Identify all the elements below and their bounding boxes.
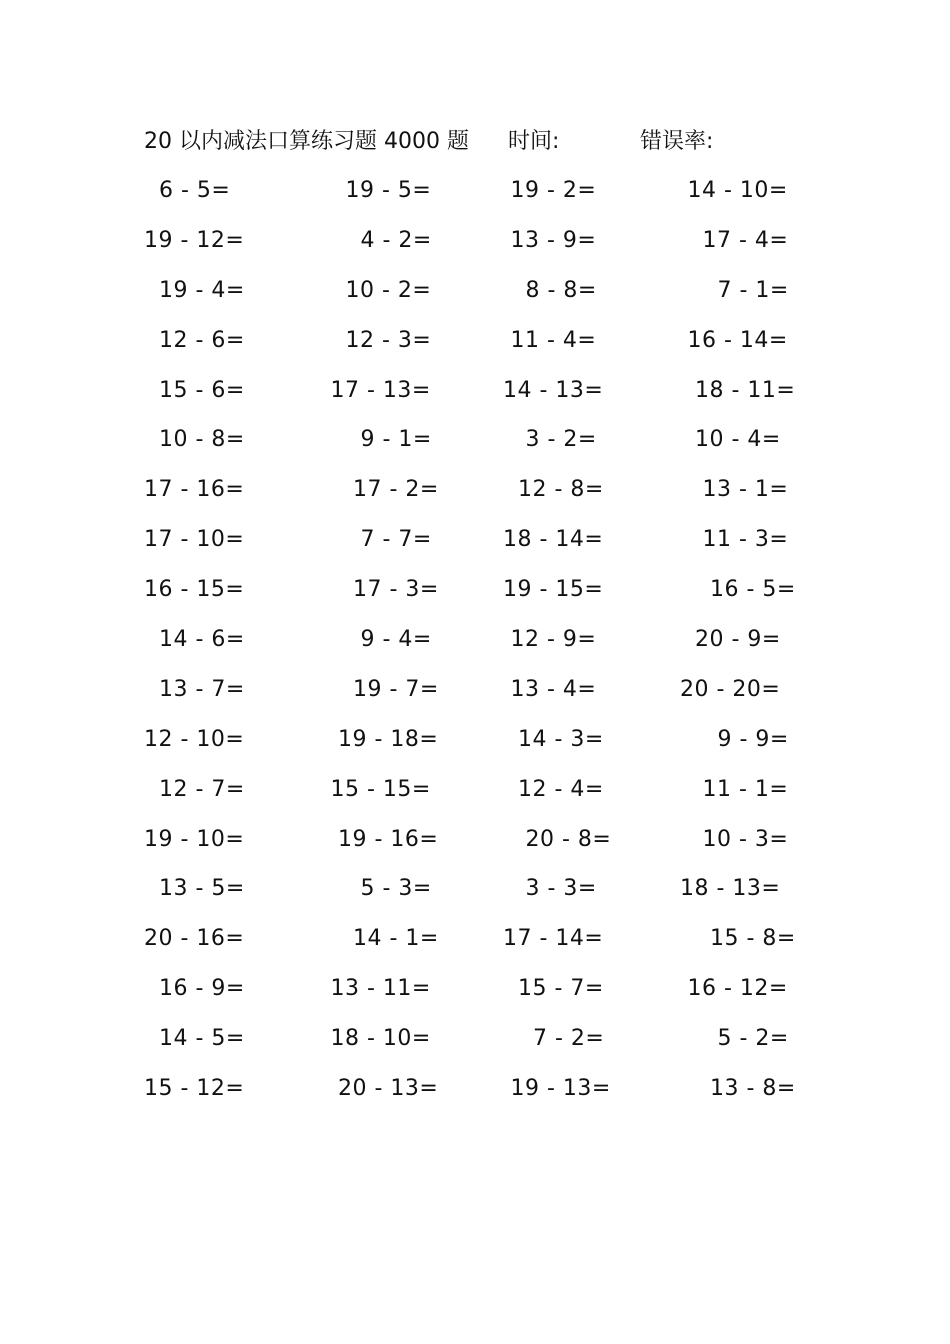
problem-cell: 18 - 10= (323, 1026, 431, 1052)
problem-cell: 12 - 8= (503, 477, 604, 503)
problem-cell: 18 - 13= (680, 876, 781, 902)
problem-cell: 14 - 10= (680, 178, 788, 203)
problem-cell: 17 - 4= (680, 227, 789, 253)
problem-cell: 3 - 2= (503, 427, 597, 453)
problem-cell: 20 - 20= (680, 676, 781, 702)
problem-cell: 14 - 1= (323, 926, 439, 952)
problem-cell: 18 - 11= (680, 377, 796, 403)
problem-cell: 11 - 1= (680, 776, 789, 802)
problem-cell: 19 - 4= (144, 277, 245, 303)
problem-cell: 13 - 8= (680, 1076, 796, 1102)
problem-row (0, 519, 950, 569)
problem-cell: 19 - 2= (503, 178, 597, 203)
problem-row (0, 819, 950, 869)
problem-cell: 18 - 14= (503, 527, 604, 553)
problem-cell: 16 - 5= (680, 577, 796, 603)
problem-cell: 6 - 5= (144, 178, 231, 203)
problem-row (0, 270, 950, 320)
problem-cell: 13 - 9= (503, 227, 597, 253)
problem-cell: 14 - 3= (503, 726, 604, 752)
problem-row (0, 918, 950, 968)
problem-cell: 10 - 8= (144, 427, 245, 453)
problem-cell: 3 - 3= (503, 876, 597, 902)
problem-cell: 12 - 3= (323, 327, 432, 353)
problem-row (0, 719, 950, 769)
problem-cell: 10 - 2= (323, 277, 432, 303)
problem-cell: 7 - 1= (680, 277, 789, 303)
problem-cell: 17 - 3= (323, 577, 439, 603)
problem-cell: 20 - 8= (503, 826, 612, 852)
problem-row (0, 469, 950, 519)
problem-cell: 5 - 3= (323, 876, 432, 902)
problem-row (0, 1018, 950, 1068)
problem-cell: 13 - 4= (503, 676, 597, 702)
problem-row (0, 669, 950, 719)
problem-row (0, 220, 950, 270)
problem-row (0, 968, 950, 1018)
problem-row (0, 1068, 950, 1118)
problem-cell: 16 - 15= (144, 577, 245, 603)
worksheet-title: 20 以内减法口算练习题 4000 题 (144, 129, 469, 154)
problem-cell: 16 - 12= (680, 976, 788, 1002)
problem-row (0, 170, 950, 220)
problem-row (0, 370, 950, 420)
worksheet-header (0, 124, 950, 160)
problem-cell: 17 - 10= (144, 527, 245, 553)
problem-cell: 5 - 2= (680, 1026, 789, 1052)
problem-cell: 12 - 7= (144, 776, 245, 802)
problem-cell: 19 - 10= (144, 826, 245, 852)
problem-cell: 13 - 7= (144, 676, 245, 702)
problem-cell: 19 - 16= (323, 826, 439, 852)
problem-cell: 11 - 3= (680, 527, 789, 553)
time-label: 时间: (508, 129, 560, 154)
problem-cell: 10 - 3= (680, 826, 789, 852)
problem-cell: 20 - 16= (144, 926, 245, 952)
problem-cell: 4 - 2= (323, 227, 432, 253)
problem-cell: 19 - 13= (503, 1076, 611, 1102)
problem-cell: 10 - 4= (680, 427, 781, 453)
problem-row (0, 769, 950, 819)
problem-cell: 7 - 2= (503, 1026, 605, 1052)
problem-cell: 8 - 8= (503, 277, 597, 303)
problem-cell: 19 - 15= (503, 577, 604, 603)
problem-row (0, 569, 950, 619)
problem-row (0, 619, 950, 669)
problem-cell: 16 - 9= (144, 976, 245, 1002)
problem-cell: 15 - 7= (503, 976, 604, 1002)
problem-cell: 17 - 14= (503, 926, 604, 952)
problem-cell: 15 - 15= (323, 776, 431, 802)
problem-cell: 17 - 16= (144, 477, 245, 503)
problem-cell: 13 - 5= (144, 876, 245, 902)
problem-grid (0, 170, 950, 1118)
problem-cell: 20 - 13= (323, 1076, 439, 1102)
problem-cell: 9 - 4= (323, 627, 432, 653)
problem-cell: 19 - 5= (323, 178, 432, 203)
problem-cell: 11 - 4= (503, 327, 597, 353)
problem-cell: 12 - 9= (503, 627, 597, 653)
problem-cell: 14 - 6= (144, 627, 245, 653)
problem-cell: 15 - 6= (144, 377, 245, 403)
problem-cell: 7 - 7= (323, 527, 432, 553)
problem-row (0, 419, 950, 469)
problem-row (0, 868, 950, 918)
problem-cell: 9 - 1= (323, 427, 432, 453)
problem-cell: 13 - 11= (323, 976, 431, 1002)
problem-cell: 13 - 1= (680, 477, 789, 503)
problem-cell: 12 - 4= (503, 776, 604, 802)
problem-cell: 12 - 6= (144, 327, 245, 353)
problem-cell: 15 - 12= (144, 1076, 245, 1102)
problem-cell: 14 - 13= (503, 377, 604, 403)
problem-cell: 17 - 13= (323, 377, 431, 403)
problem-cell: 19 - 12= (144, 227, 245, 253)
problem-cell: 12 - 10= (144, 726, 245, 752)
problem-row (0, 320, 950, 370)
problem-cell: 16 - 14= (680, 327, 788, 353)
problem-cell: 17 - 2= (323, 477, 439, 503)
problem-cell: 19 - 7= (323, 676, 439, 702)
problem-cell: 14 - 5= (144, 1026, 245, 1052)
error-rate-label: 错误率: (640, 129, 714, 154)
problem-cell: 15 - 8= (680, 926, 796, 952)
problem-cell: 9 - 9= (680, 726, 789, 752)
problem-cell: 19 - 18= (323, 726, 439, 752)
problem-cell: 20 - 9= (680, 627, 781, 653)
